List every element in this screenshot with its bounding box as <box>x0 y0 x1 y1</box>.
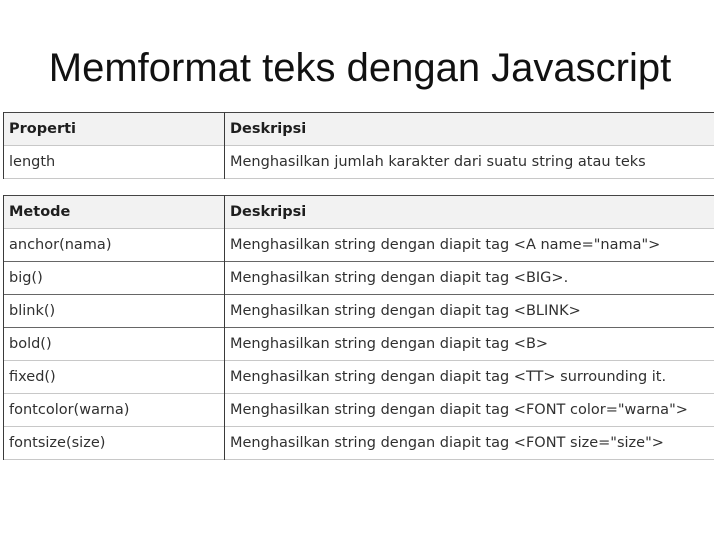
method-name-cell: fontsize(size) <box>4 427 225 460</box>
header-cell-metode: Metode <box>4 196 225 229</box>
method-name-cell: blink() <box>4 295 225 328</box>
table-row <box>4 229 714 262</box>
method-description-cell: Menghasilkan string dengan diapit tag <B> <box>225 328 714 361</box>
table-row <box>4 328 714 361</box>
table-row <box>4 427 714 460</box>
header-cell-deskripsi: Deskripsi <box>225 196 714 229</box>
table-row <box>4 146 714 179</box>
method-description-cell: Menghasilkan string dengan diapit tag <BLINK> <box>225 295 714 328</box>
method-table <box>3 195 714 460</box>
header-cell-properti: Properti <box>4 113 225 146</box>
method-name-cell: fontcolor(warna) <box>4 394 225 427</box>
header-cell-deskripsi: Deskripsi <box>225 113 714 146</box>
method-description-cell: Menghasilkan string dengan diapit tag <A name="nama"> <box>225 229 714 262</box>
table-row <box>4 295 714 328</box>
method-description-cell: Menghasilkan string dengan diapit tag <BIG>. <box>225 262 714 295</box>
method-description-cell: Menghasilkan string dengan diapit tag <TT> surrounding it. <box>225 361 714 394</box>
table-row <box>4 361 714 394</box>
method-name-cell: big() <box>4 262 225 295</box>
property-description-cell: Menghasilkan jumlah karakter dari suatu string atau teks <box>225 146 714 179</box>
table-header-row <box>4 113 714 146</box>
method-description-cell: Menghasilkan string dengan diapit tag <FONT size="size"> <box>225 427 714 460</box>
page-title: Memformat teks dengan Javascript <box>48 46 672 90</box>
table-row <box>4 262 714 295</box>
table-header-row <box>4 196 714 229</box>
property-table <box>3 112 714 179</box>
method-name-cell: bold() <box>4 328 225 361</box>
method-name-cell: anchor(nama) <box>4 229 225 262</box>
property-name-cell: length <box>4 146 225 179</box>
table-row <box>4 394 714 427</box>
method-name-cell: fixed() <box>4 361 225 394</box>
method-description-cell: Menghasilkan string dengan diapit tag <FONT color="warna"> <box>225 394 714 427</box>
